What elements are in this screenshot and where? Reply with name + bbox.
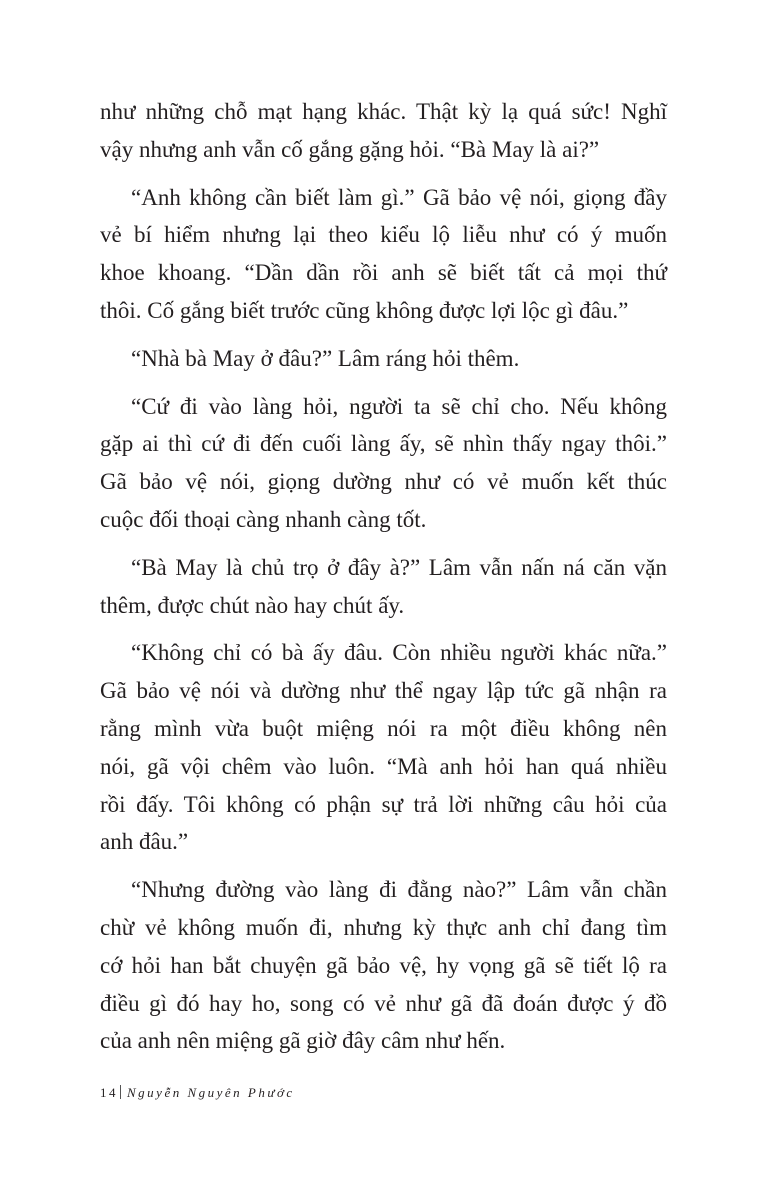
text-line: cuộc đối thoại càng nhanh càng tốt. [100,506,427,532]
text-line: “Không chỉ có bà ấy đâu. Còn nhiều người khác nữa.” [131,640,667,666]
text-line: khoe khoang. “Dần dần rồi anh sẽ biết tất cả mọi thứ [100,260,667,286]
text-line: điều gì đó hay ho, song có vẻ như gã đã đoán được ý đồ [100,990,667,1016]
paragraph [100,340,667,378]
text-line: vậy nhưng anh vẫn cố gắng gặng hỏi. “Bà May là ai?” [100,136,600,162]
text-line: “Nhà bà May ở đâu?” Lâm ráng hỏi thêm. [131,345,520,371]
paragraph [100,871,667,1060]
text-line: thêm, được chút nào hay chút ấy. [100,592,405,618]
text-line: vẻ bí hiểm nhưng lại theo kiểu lộ liễu như có ý muốn [100,222,667,248]
text-line: gặp ai thì cứ đi đến cuối làng ấy, sẽ nhìn thấy ngay thôi.” [100,431,667,457]
paragraph [100,179,667,330]
text-line: Gã bảo vệ nói, giọng dường như có vẻ muốn kết thúc [100,469,667,495]
text-line: nói, gã vội chêm vào luôn. “Mà anh hỏi han quá nhiều [100,753,667,779]
paragraph [100,549,667,625]
author-name: Nguyễn Nguyên Phước [127,1085,295,1100]
text-line: của anh nên miệng gã giờ đây câm như hến. [100,1028,506,1054]
text-line: thôi. Cố gắng biết trước cũng không được lợi lộc gì đâu.” [100,297,629,323]
text-line: Gã bảo vệ nói và dường như thể ngay lập tức gã nhận ra [100,678,667,704]
text-line: rằng mình vừa buột miệng nói ra một điều không nên [100,715,667,741]
text-line: rồi đấy. Tôi không có phận sự trả lời những câu hỏi của [100,791,667,817]
body-text [100,93,667,1070]
footer-divider [120,1085,121,1099]
text-line: chừ vẻ không muốn đi, nhưng kỳ thực anh chỉ đang tìm [100,914,667,940]
paragraph [100,93,667,169]
page-footer [100,1085,295,1101]
paragraph [100,388,667,539]
text-line: “Nhưng đường vào làng đi đằng nào?” Lâm vẫn chần [131,877,667,903]
text-line: anh đâu.” [100,829,189,855]
text-line: “Cứ đi vào làng hỏi, người ta sẽ chỉ cho. Nếu không [131,393,667,419]
paragraph [100,634,667,861]
text-line: “Anh không cần biết làm gì.” Gã bảo vệ nói, giọng đầy [131,184,667,210]
text-line: như những chỗ mạt hạng khác. Thật kỳ lạ quá sức! Nghĩ [100,99,667,124]
page-number: 14 [100,1085,118,1100]
text-line: “Bà May là chủ trọ ở đây à?” Lâm vẫn nấn ná căn vặn [131,554,667,580]
text-line: cớ hỏi han bắt chuyện gã bảo vệ, hy vọng gã sẽ tiết lộ ra [100,952,667,978]
